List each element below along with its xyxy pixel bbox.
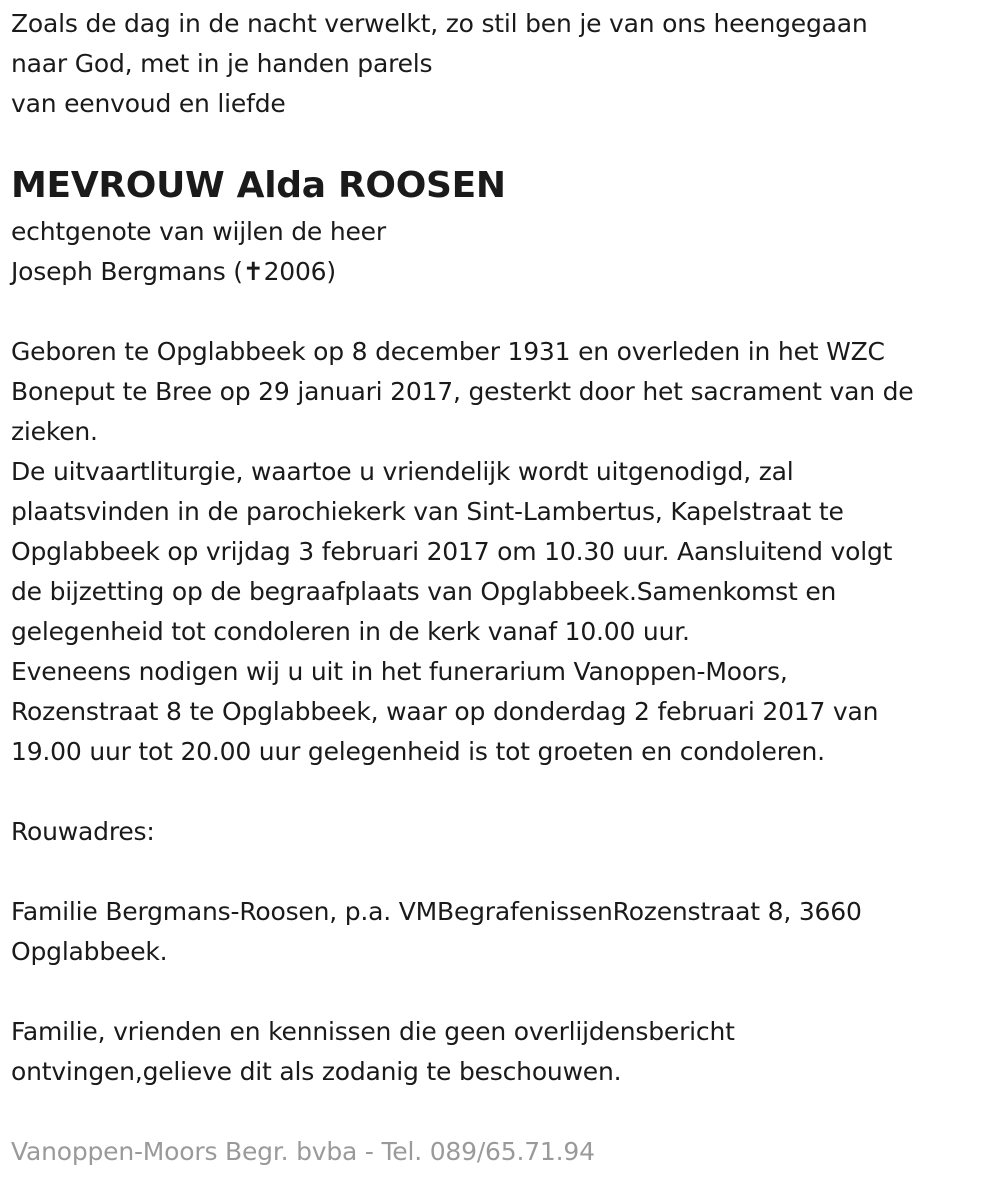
obituary-notice — [11, 4, 986, 1172]
text-line: plaatsvinden in de parochiekerk van Sint-Lambertus, Kapelstraat te — [11, 497, 844, 526]
poem-line: van eenvoud en liefde — [11, 89, 286, 118]
text-line: Boneput te Bree op 29 januari 2017, gesterkt door het sacrament van de — [11, 377, 914, 406]
funeral-paragraph — [11, 452, 986, 652]
text-line: de bijzetting op de begraafplaats van Opglabbeek.Samenkomst en — [11, 577, 837, 606]
address-line: Opglabbeek. — [11, 937, 168, 966]
notice-line: ontvingen,gelieve dit als zodanig te beschouwen. — [11, 1057, 622, 1086]
text-line: Opglabbeek op vrijdag 3 februari 2017 om 10.30 uur. Aansluitend volgt — [11, 537, 893, 566]
spouse-relation — [11, 212, 986, 292]
spacer — [11, 852, 986, 892]
mourning-address — [11, 892, 986, 972]
poem-line: naar God, met in je handen parels — [11, 49, 433, 78]
birth-death-paragraph — [11, 332, 986, 452]
poem — [11, 4, 986, 124]
spacer — [11, 972, 986, 1012]
spacer — [11, 772, 986, 812]
poem-line: Zoals de dag in de nacht verwelkt, zo stil ben je van ons heengegaan — [11, 9, 868, 38]
notice-paragraph — [11, 1012, 986, 1092]
text-line: gelegenheid tot condoleren in de kerk vanaf 10.00 uur. — [11, 617, 690, 646]
text-line: Rozenstraat 8 te Opglabbeek, waar op donderdag 2 februari 2017 van — [11, 697, 879, 726]
funeral-home-footer: Vanoppen-Moors Begr. bvba - Tel. 089/65.71.94 — [11, 1137, 595, 1166]
text-line: Eveneens nodigen wij u uit in het funerarium Vanoppen-Moors, — [11, 657, 788, 686]
address-label: Rouwadres: — [11, 817, 155, 846]
spacer — [11, 292, 986, 332]
relation-line: echtgenote van wijlen de heer — [11, 217, 386, 246]
text-line: 19.00 uur tot 20.00 uur gelegenheid is tot groeten en condoleren. — [11, 737, 825, 766]
notice-line: Familie, vrienden en kennissen die geen overlijdensbericht — [11, 1017, 735, 1046]
funerarium-paragraph — [11, 652, 986, 772]
text-line: zieken. — [11, 417, 98, 446]
text-line: De uitvaartliturgie, waartoe u vriendelijk wordt uitgenodigd, zal — [11, 457, 794, 486]
deceased-name: MEVROUW Alda ROOSEN — [11, 165, 506, 206]
relation-line: Joseph Bergmans (✝2006) — [11, 257, 336, 286]
address-line: Familie Bergmans-Roosen, p.a. VMBegrafenissenRozenstraat 8, 3660 — [11, 897, 862, 926]
text-line: Geboren te Opglabbeek op 8 december 1931 en overleden in het WZC — [11, 337, 885, 366]
